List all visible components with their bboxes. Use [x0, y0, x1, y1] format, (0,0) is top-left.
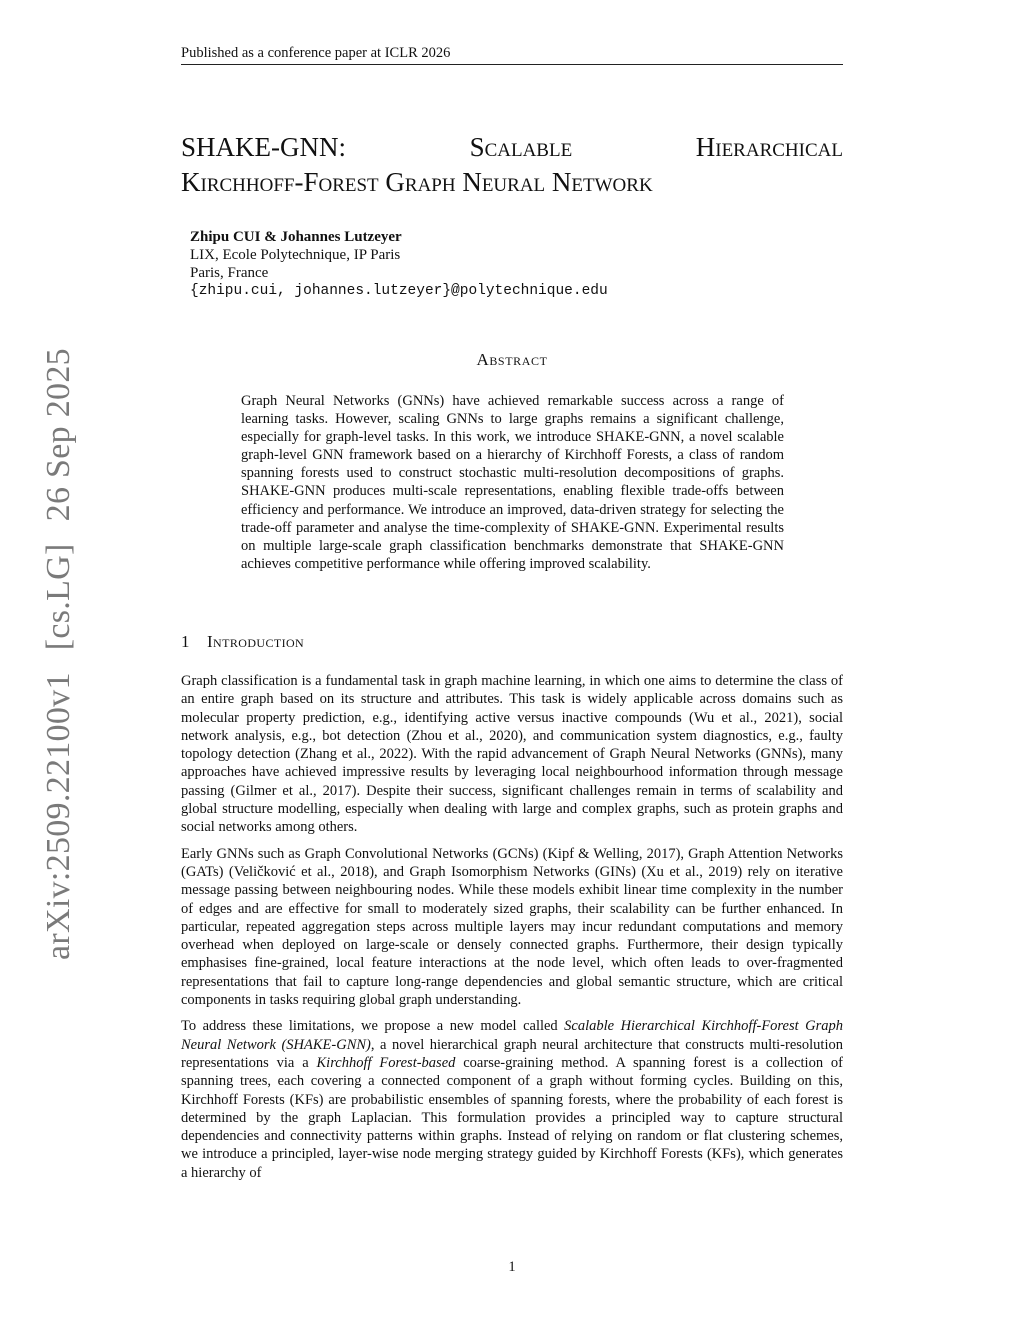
title-word-1: SHAKE-GNN:: [181, 132, 346, 162]
paper-title: [181, 130, 843, 200]
author-location: Paris, France: [190, 265, 269, 281]
running-head: Published as a conference paper at ICLR 2026: [181, 44, 843, 65]
author-affiliation: LIX, Ecole Polytechnique, IP Paris: [190, 247, 401, 263]
arxiv-stamp: [40, 348, 78, 960]
abstract-heading: Abstract: [476, 350, 548, 369]
author-block: [190, 228, 608, 300]
model-name-emphasis: Scalable Hierarchical Kirchhoff-Forest Graph Neural Network (SHAKE-GNN): [181, 1018, 843, 1053]
author-email[interactable]: {zhipu.cui, johannes.lutzeyer}@polytechnique.edu: [190, 283, 608, 299]
section-heading: [181, 632, 304, 652]
title-line-2: Kirchhoff-Forest Graph Neural Network: [181, 167, 653, 197]
section-number: 1: [181, 632, 190, 651]
paragraph-1: Graph classification is a fundamental task in graph machine learning, in which one aims to determine the class of an entire graph based on its structure and attributes. This task is widely applicable across domains such as molecular property prediction, e.g., identifying active versus inactive compounds (Wu et al., 2021), social network analysis, e.g., bot detection (Zhou et al., 2020), and communication system diagnostics, e.g., faulty topology detection (Zhang et al., 2022). With the rapid advancement of Graph Neural Networks (GNNs), many approaches have achieved impressive results by leveraging local neighbourhood information through message passing (Gilmer et al., 2017). Despite their success, significant challenges remain in terms of scalability and global structure modelling, especially when dealing with large and complex graphs, such as protein graphs and social networks among others.: [181, 673, 843, 836]
body-text: [181, 672, 843, 1190]
paragraph-3-part-a: To address these limitations, we propose a new model called: [181, 1018, 565, 1035]
author-names: Zhipu CUI & Johannes Lutzeyer: [190, 229, 402, 245]
method-emphasis: Kirchhoff Forest-based: [316, 1054, 456, 1071]
page-number: 1: [508, 1259, 516, 1275]
paragraph-3-part-c: , a novel hierarchical graph neural architecture that constructs multi-resolution representations via a: [181, 1036, 843, 1071]
arxiv-id[interactable]: arXiv:2509.22100v1: [40, 672, 77, 960]
arxiv-category: [cs.LG]: [40, 543, 77, 651]
paragraph-3-part-e: coarse-graining method. A spanning forest is a collection of spanning trees, each covering a connected component of a graph without forming cycles. Building on this, Kirchhoff Forests (KFs) are probabilistic ensembles of spanning forests, where the probability of each forest is determined by the graph Laplacian. This formulation provides a principled way to capture structural dependencies and connectivity patterns within graphs. Instead of relying on random or flat clustering schemes, we introduce a principled, layer-wise node merging strategy guided by Kirchhoff Forests (KFs), which generates a hierarchy of: [181, 1054, 844, 1181]
arxiv-date: 26 Sep 2025: [40, 348, 77, 522]
title-word-2: Scalable: [469, 132, 573, 162]
paragraph-2: Early GNNs such as Graph Convolutional Networks (GCNs) (Kipf & Welling, 2017), Graph Attention Networks (GATs) (Veličković et al., 2018), and Graph Isomorphism Networks (GINs) (Xu et al., 2019) rely on iterative message passing between neighbouring nodes. While these models exhibit linear time complexity in the number of edges and are effective for small to moderately sized graphs, their scalability can be further enhanced. In particular, repeated aggregation steps across multiple layers may incur redundant computations and memory overhead when deployed on large-scale or densely connected graphs. Furthermore, their design typically emphasises fine-grained, local feature interactions at the node level, which often leads to over-fragmented representations that fail to capture long-range dependencies and global semantic structure, which are critical components in tasks requiring global graph understanding.: [181, 845, 843, 1009]
abstract-text: Graph Neural Networks (GNNs) have achieved remarkable success across a range of learning tasks. However, scaling GNNs to large graphs remains a significant challenge, especially for graph-level tasks. In this work, we introduce SHAKE-GNN, a novel scalable graph-level GNN framework based on a hierarchy of Kirchhoff Forests, a class of random spanning forests used to construct stochastic multi-resolution decompositions of graphs. SHAKE-GNN produces multi-scale representations, enabling flexible trade-offs between efficiency and performance. We introduce an improved, data-driven strategy for selecting the trade-off parameter and analyse the time-complexity of SHAKE-GNN. Experimental results on multiple large-scale graph classification benchmarks demonstrate that SHAKE-GNN achieves competitive performance while offering improved scalability.: [241, 393, 784, 572]
title-word-3: Hierarchical: [695, 132, 843, 162]
section-title: Introduction: [207, 632, 305, 651]
paragraph-3: [181, 1017, 843, 1182]
